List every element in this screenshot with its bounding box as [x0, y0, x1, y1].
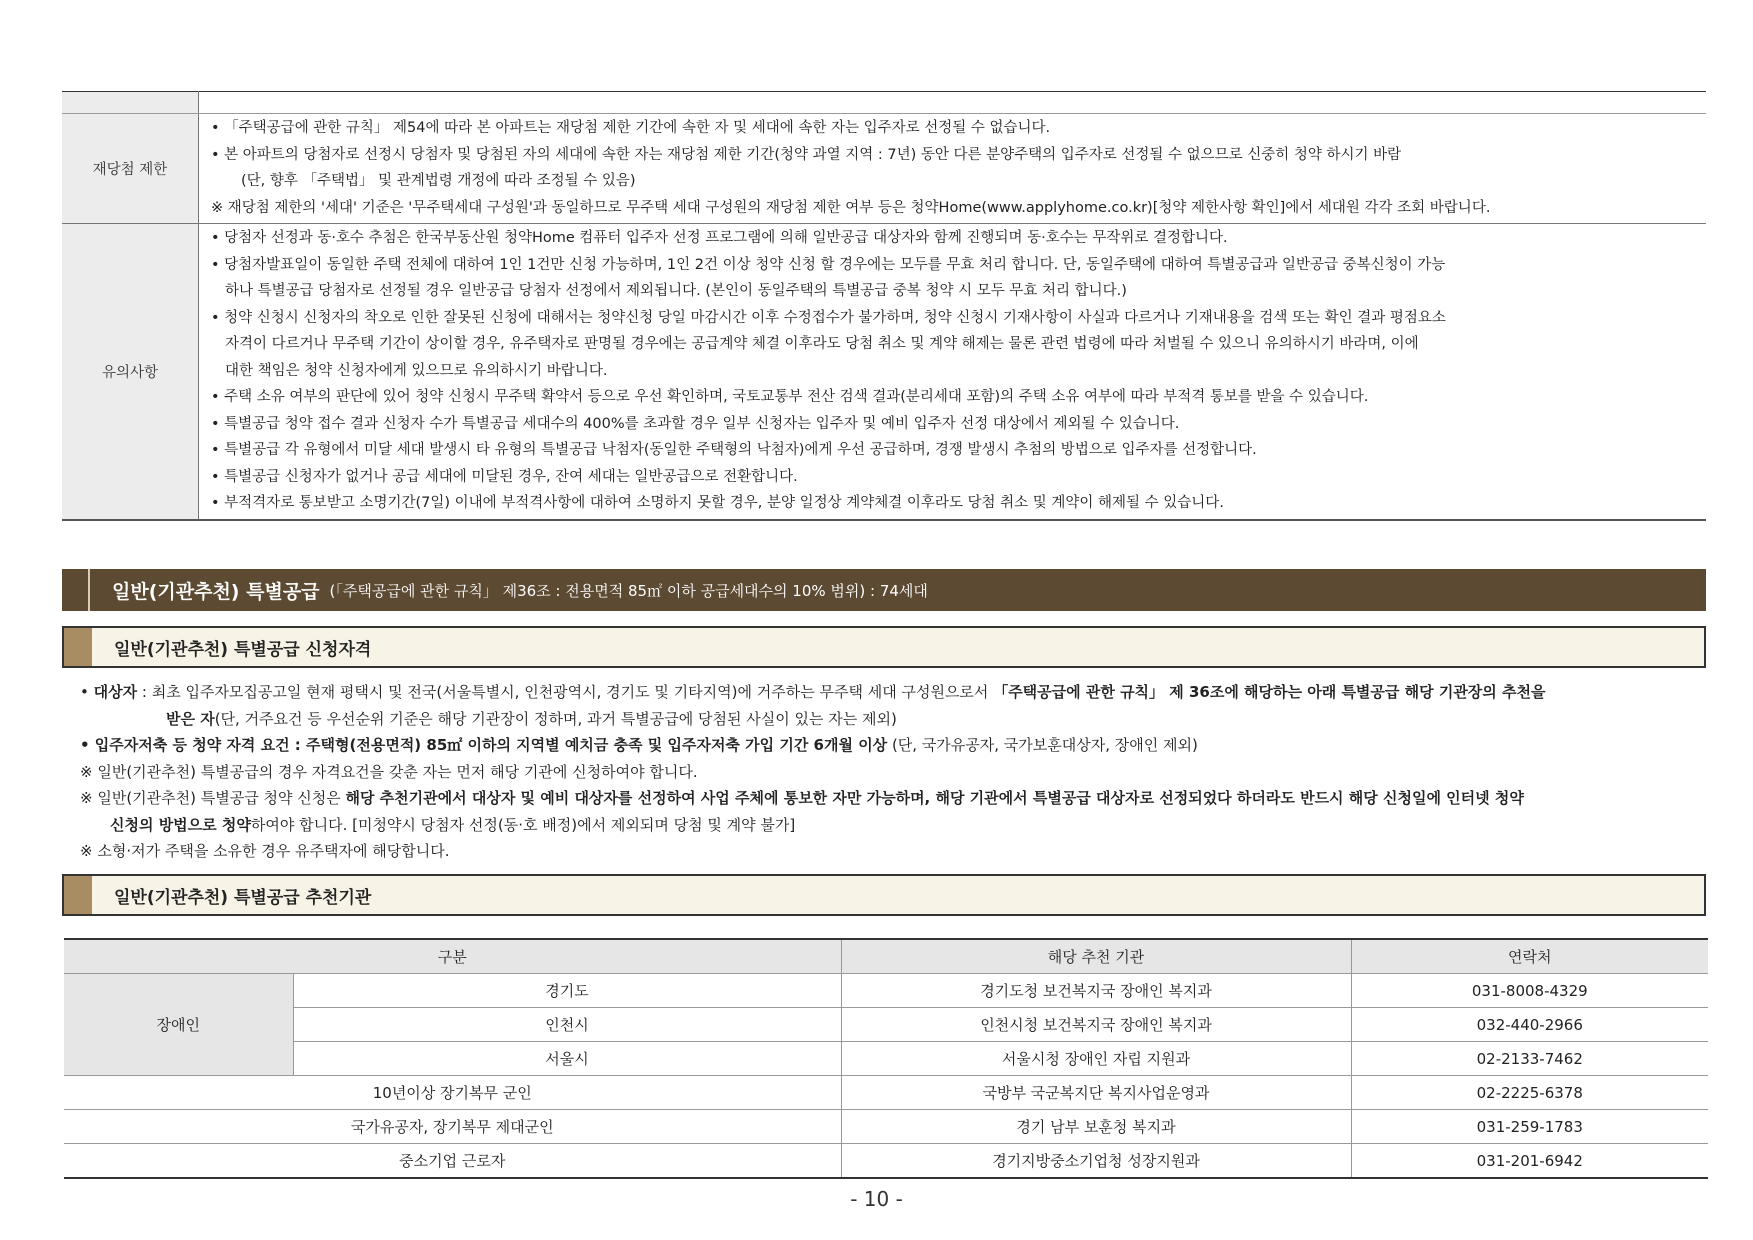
text-segment: ※ 소형·저가 주택을 소유한 경우 유주택자에 해당합니다. — [80, 842, 450, 860]
agency-table — [64, 938, 1708, 1179]
notice-line: • 청약 신청시 신청자의 착오로 인한 잘못된 신청에 대해서는 청약신청 당일 마감시간 이후 수정접수가 불가하며, 청약 신청시 기재사항이 사실과 다르거나 기재내용을 검색 또는 확인 결과 평점요소 — [211, 309, 1446, 326]
notice-line: 하나 특별공급 당첨자로 선정될 경우 일반공급 당첨자 선정에서 제외됩니다. (본인이 동일주택의 특별공급 중복 청약 시 모두 무효 처리 합니다.) — [225, 283, 1127, 299]
notice-line: • 부적격자로 통보받고 소명기간(7일) 이내에 부적격사항에 대하여 소명하지 못할 경우, 분양 일정상 계약체결 이후라도 당첨 취소 및 계약이 해제될 수 있습니다. — [211, 495, 1224, 511]
table-row — [64, 1110, 1708, 1144]
notice-table-header-label-cell — [62, 92, 199, 114]
text-segment: ※ 일반(기관추천) 특별공급의 경우 자격요건을 갖춘 자는 먼저 해당 기관에 신청하여야 합니다. — [80, 762, 698, 781]
region-cell: 인천시 — [293, 1008, 841, 1042]
bold-text: 해당 추천기관에서 대상자 및 예비 대상자를 선정하여 사업 주체에 통보한 자만 가능하며, 해당 기관에서 특별공급 대상자로 선정되었다 하더라도 반드시 해당 신청일에 인터넷 청약 — [345, 789, 1524, 807]
notice-line: 대한 책임은 청약 신청자에게 있으므로 유의하시기 바랍니다. — [225, 362, 608, 379]
qualification-line — [80, 759, 1700, 786]
caution-row — [62, 224, 1706, 520]
table-row — [64, 1076, 1708, 1110]
text-segment: (단, 국가유공자, 국가보훈대상자, 장애인 제외) — [887, 736, 1198, 754]
page-number: - 10 - — [850, 1187, 903, 1211]
text-segment: (단, 거주요건 등 우선순위 기준은 해당 기관장이 정하며, 과거 특별공급에 당첨된 사실이 있는 자는 제외) — [214, 709, 897, 728]
notice-line: • 본 아파트의 당첨자로 선정시 당첨자 및 당첨된 자의 세대에 속한 자는 재당첨 제한 기간(청약 과열 지역 : 7년) 동안 다른 분양주택의 입주자로 선정될 수 없으므로 신중히 청약 하시기 바람 — [211, 146, 1402, 163]
region-cell: 서울시 — [293, 1042, 841, 1076]
caution-content — [199, 224, 1706, 519]
rewin-restriction-row — [62, 114, 1706, 224]
rewin-restriction-content — [199, 114, 1706, 223]
category-cell: 중소기업 근로자 — [64, 1144, 841, 1179]
agency-cell: 경기도청 보건복지국 장애인 복지과 — [841, 974, 1351, 1008]
qualification-line — [80, 812, 1700, 839]
bold-text: 신청의 방법으로 청약 — [110, 815, 251, 834]
notice-line: • 당첨자발표일이 동일한 주택 전체에 대하여 1인 1건만 신청 가능하며, 1인 2건 이상 청약 신청 할 경우에는 모두를 무효 처리 합니다. 단, 동일주택에 대하여 특별공급과 일반공급 중복신청이 가능 — [211, 256, 1446, 273]
qualification-line — [80, 838, 1700, 865]
notice-line: • 주택 소유 여부의 판단에 있어 청약 신청시 무주택 확약서 등으로 우선 확인하며, 국토교통부 전산 검색 결과(분리세대 포함)의 주택 소유 여부에 따라 부적격 통보를 받을 수 있습니다. — [211, 389, 1369, 405]
notice-line: 자격이 다르거나 무주택 기간이 상이할 경우, 유주택자로 판명될 경우에는 공급계약 체결 이후라도 당첨 취소 및 계약 해제는 물론 관련 법령에 따라 처벌될 수 있으니 유의하시기 바라며, 이에 — [225, 336, 1419, 352]
qualification-text — [80, 679, 1700, 865]
section-banner — [62, 569, 1706, 611]
table-row — [64, 1144, 1708, 1179]
qualification-line — [80, 706, 1700, 733]
agency-header-title: 일반(기관추천) 특별공급 추천기관 — [114, 887, 372, 908]
disabled-group-cell: 장애인 — [64, 974, 293, 1076]
notice-line: (단, 향후 「주택법」 및 관계법령 개정에 따라 조정될 수 있음) — [241, 173, 636, 189]
phone-cell: 02-2133-7462 — [1351, 1042, 1708, 1076]
notice-line: • 특별공급 청약 접수 결과 신청자 수가 특별공급 세대수의 400%를 초과할 경우 일부 신청자는 입주자 및 예비 입주자 선정 대상에서 제외될 수 있습니다. — [211, 415, 1180, 432]
phone-cell: 032-440-2966 — [1351, 1008, 1708, 1042]
phone-cell: 02-2225-6378 — [1351, 1076, 1708, 1110]
table-row — [64, 974, 1708, 1008]
bold-text: 대상자 — [93, 683, 138, 701]
text-segment: • — [80, 683, 94, 701]
bold-text: 받은 자 — [166, 709, 215, 728]
notice-line: • 「주택공급에 관한 규칙」 제54에 따라 본 아파트는 재당첨 제한 기간에 속한 자 및 세대에 속한 자는 입주자로 선정될 수 없습니다. — [211, 120, 1051, 136]
category-cell: 국가유공자, 장기복무 제대군인 — [64, 1110, 841, 1144]
bold-text: • 입주자저축 등 청약 자격 요건 : 주택형(전용면적) 85㎡ 이하의 지역별 예치금 충족 및 입주자저축 가입 기간 6개월 이상 — [80, 736, 888, 754]
table-row — [64, 1008, 1708, 1042]
agency-cell: 국방부 국군복지단 복지사업운영과 — [841, 1076, 1351, 1110]
agency-cell: 서울시청 장애인 자립 지원과 — [841, 1042, 1351, 1076]
column-header-contact: 연락처 — [1351, 939, 1708, 974]
category-cell: 10년이상 장기복무 군인 — [64, 1076, 841, 1110]
qualification-header-accent — [64, 628, 92, 666]
phone-cell: 031-8008-4329 — [1351, 974, 1708, 1008]
text-segment: 하여야 합니다. [미청약시 당첨자 선정(동·호 배정)에서 제외되며 당첨 및 계약 불가] — [250, 815, 796, 834]
agency-cell: 경기 남부 보훈청 복지과 — [841, 1110, 1351, 1144]
phone-cell: 031-201-6942 — [1351, 1144, 1708, 1179]
qualification-header — [62, 626, 1706, 668]
qualification-line — [80, 679, 1700, 706]
agency-cell: 경기지방중소기업청 성장지원과 — [841, 1144, 1351, 1179]
agency-table-header-row — [64, 939, 1708, 974]
caution-label: 유의사항 — [62, 224, 199, 520]
notice-line: • 당첨자 선정과 동·호수 추첨은 한국부동산원 청약Home 컴퓨터 입주자 선정 프로그램에 의해 일반공급 대상자와 함께 진행되며 동·호수는 무작위로 결정합니다. — [211, 230, 1228, 246]
text-segment: ※ 일반(기관추천) 특별공급 청약 신청은 — [80, 789, 346, 807]
qualification-header-title: 일반(기관추천) 특별공급 신청자격 — [114, 639, 372, 660]
notice-table-header-row — [62, 92, 1706, 114]
table-row — [64, 1042, 1708, 1076]
agency-cell: 인천시청 보건복지국 장애인 복지과 — [841, 1008, 1351, 1042]
column-header-category: 구분 — [64, 939, 841, 974]
notice-table — [62, 91, 1706, 521]
notice-table-header-content-cell — [199, 92, 1707, 114]
text-segment: : 최초 입주자모집공고일 현재 평택시 및 전국(서울특별시, 인천광역시, 경기도 및 기타지역)에 거주하는 무주택 세대 구성원으로서 — [137, 683, 994, 701]
notice-line: • 특별공급 각 유형에서 미달 세대 발생시 타 유형의 특별공급 낙첨자(동일한 주택형의 낙첨자)에게 우선 공급하며, 경쟁 발생시 추첨의 방법으로 입주자를 선정합니다. — [211, 442, 1257, 458]
agency-header — [62, 874, 1706, 916]
region-cell: 경기도 — [293, 974, 841, 1008]
banner-subtitle: (「주택공급에 관한 규칙」 제36조 : 전용면적 85㎡ 이하 공급세대수의 10% 범위) : 74세대 — [329, 581, 928, 600]
notice-line: ※ 재당첨 제한의 '세대' 기준은 '무주택세대 구성원'과 동일하므로 무주택 세대 구성원의 재당첨 제한 여부 등은 청약Home(www.applyhome.co.kr)[청약 제한사항 확인]에서 세대원 각각 조회 바랍니다. — [211, 199, 1491, 216]
rewin-restriction-label: 재당첨 제한 — [62, 114, 199, 224]
qualification-line — [80, 785, 1700, 812]
phone-cell: 031-259-1783 — [1351, 1110, 1708, 1144]
banner-accent — [62, 569, 90, 611]
column-header-agency: 해당 추천 기관 — [841, 939, 1351, 974]
bold-text: 「주택공급에 관한 규칙」 제 36조에 해당하는 아래 특별공급 해당 기관장의 추천을 — [993, 683, 1546, 701]
banner-title: 일반(기관추천) 특별공급 — [112, 580, 320, 603]
notice-line: • 특별공급 신청자가 없거나 공급 세대에 미달된 경우, 잔여 세대는 일반공급으로 전환합니다. — [211, 468, 798, 485]
agency-header-accent — [64, 876, 92, 914]
qualification-line — [80, 732, 1700, 759]
